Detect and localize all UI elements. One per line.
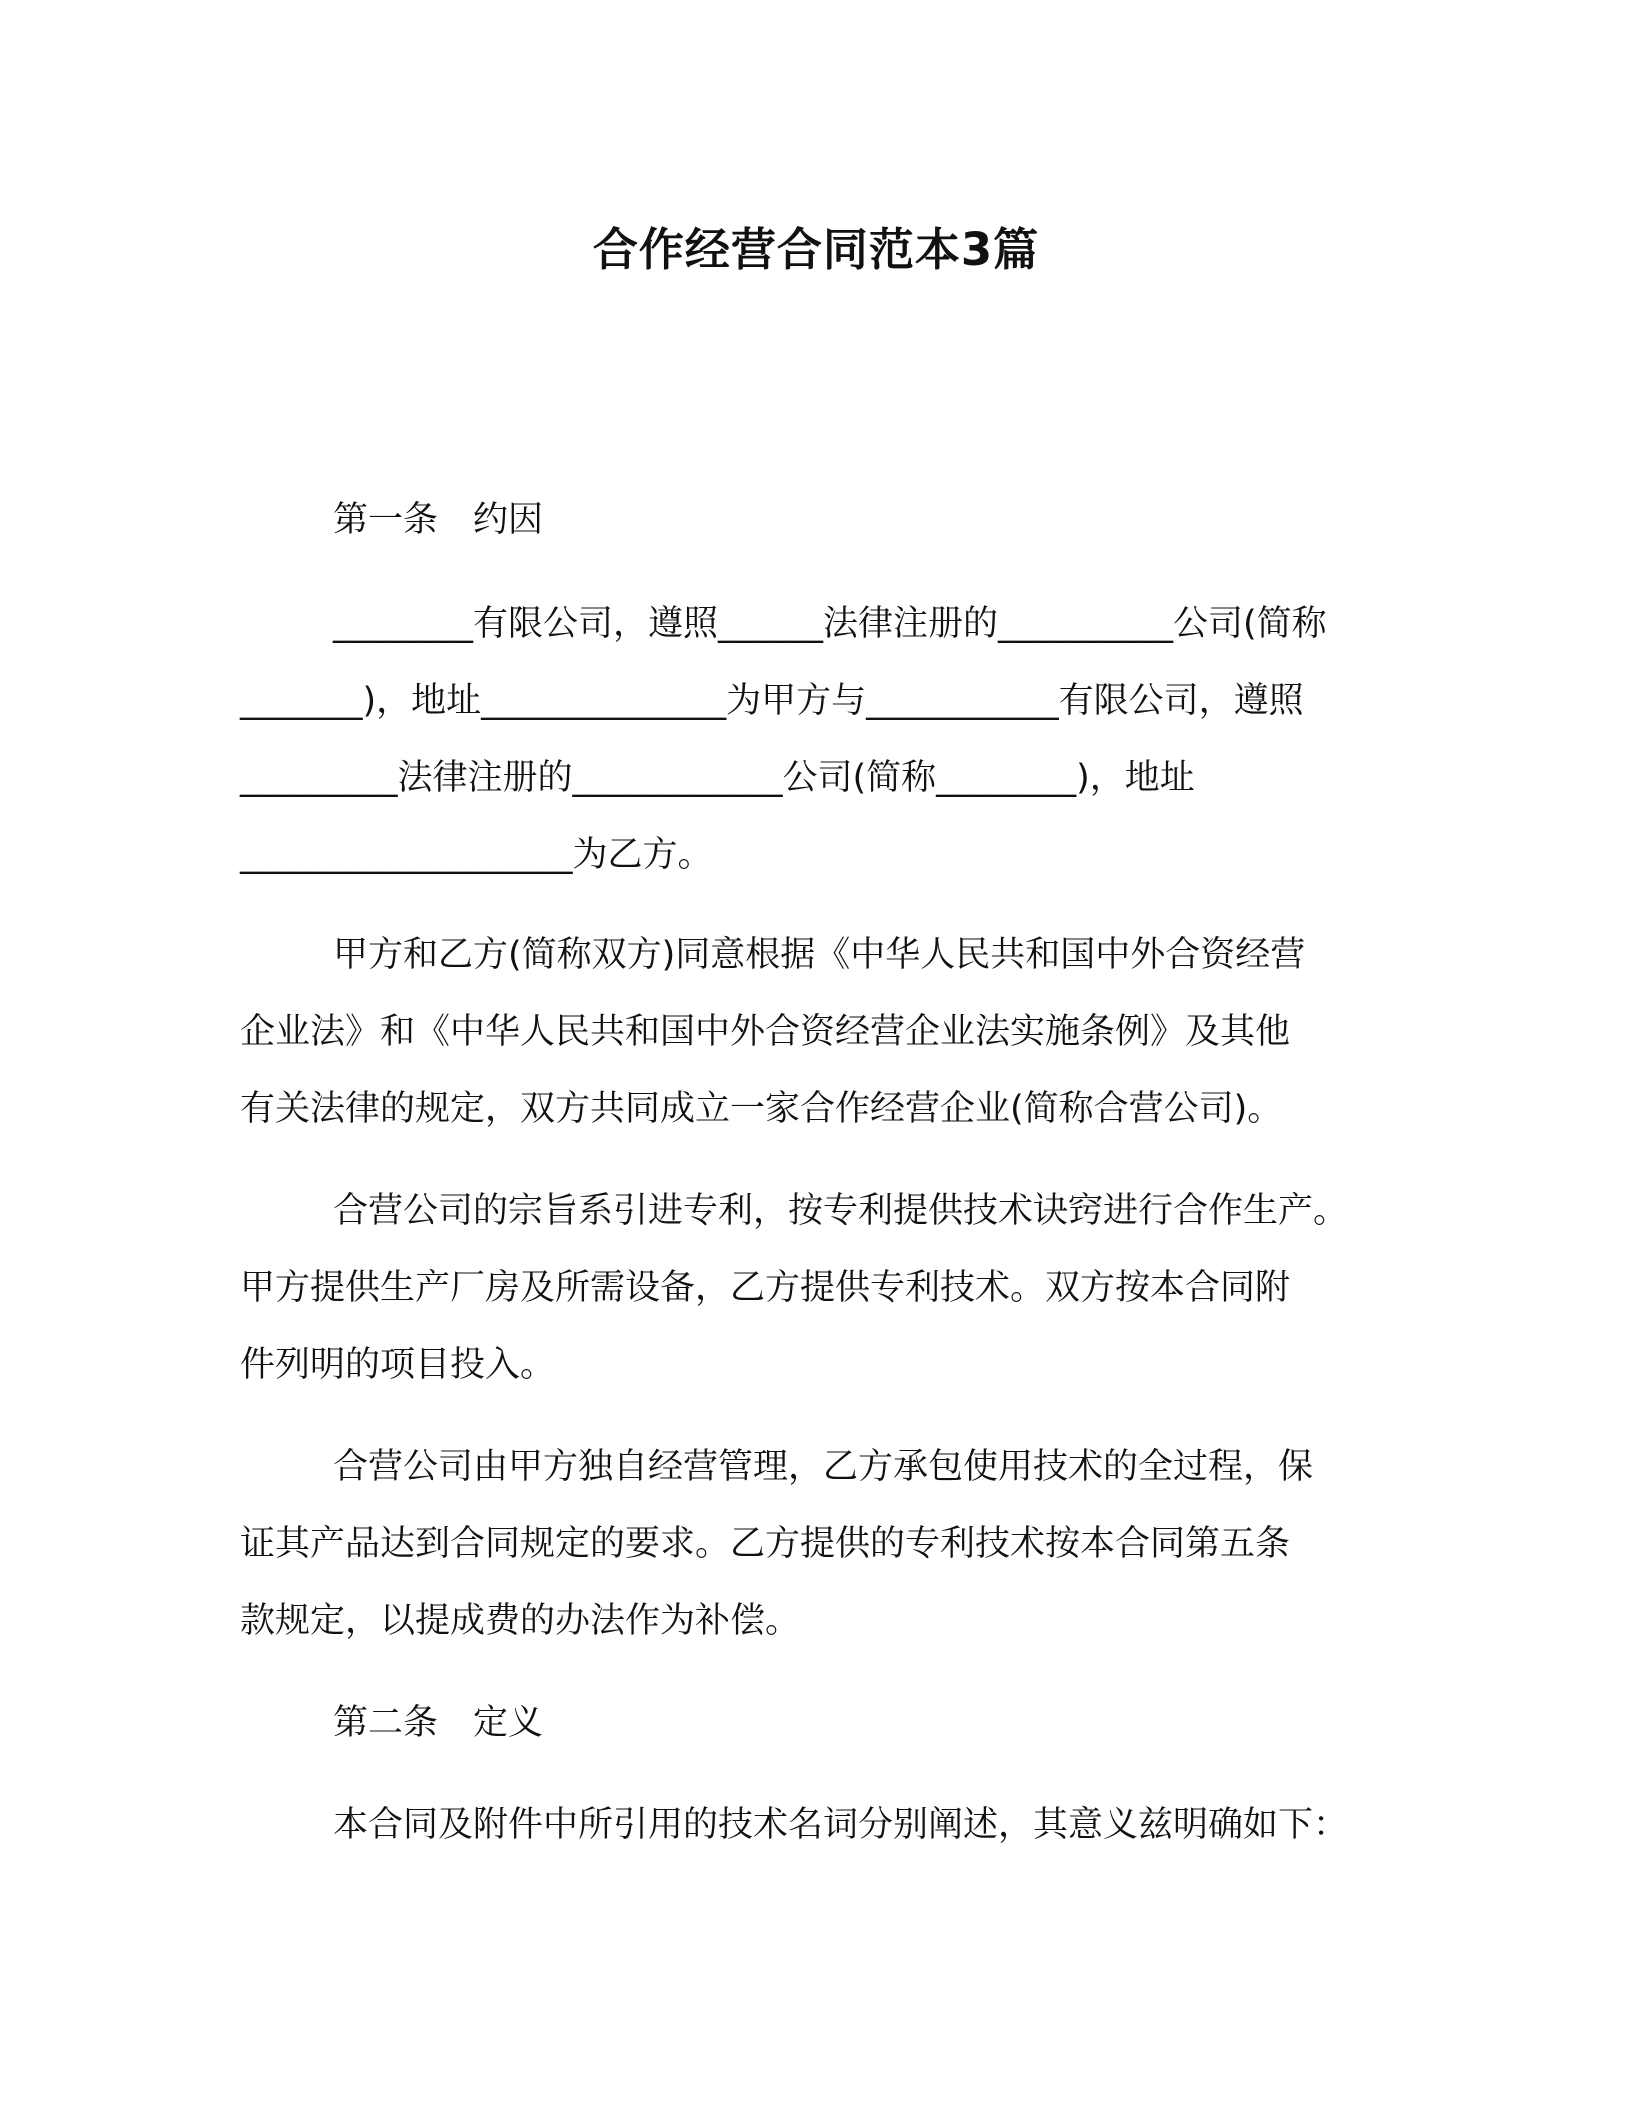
article-1-para-2-line-3: 有关法律的规定，双方共同成立一家合作经营企业(简称合营公司)。 [240, 1089, 1283, 1129]
article-1-para-1-line-4: ___________________为乙方。 [240, 835, 713, 875]
article-1-para-2-line-1: 甲方和乙方(简称双方)同意根据《中华人民共和国中外合资经营 [333, 935, 1306, 975]
article-1-para-4-line-1: 合营公司由甲方独自经营管理，乙方承包使用技术的全过程，保 [333, 1447, 1314, 1487]
article-1-para-4-line-3: 款规定，以提成费的办法作为补偿。 [240, 1601, 801, 1641]
article-2-para-1-line-1: 本合同及附件中所引用的技术名词分别阐述，其意义兹明确如下： [333, 1805, 1349, 1845]
article-1-para-4-line-2: 证其产品达到合同规定的要求。乙方提供的专利技术按本合同第五条 [240, 1524, 1291, 1564]
article-1-para-2-line-2: 企业法》和《中华人民共和国中外合资经营企业法实施条例》及其他 [240, 1012, 1291, 1052]
article-1-para-3-line-3: 件列明的项目投入。 [240, 1345, 556, 1385]
article-1-para-3-line-1: 合营公司的宗旨系引进专利，按专利提供技术诀窍进行合作生产。 [333, 1191, 1349, 1231]
article-1-para-1-line-1: ________有限公司，遵照______法律注册的__________公司(简称 [333, 604, 1327, 644]
article-2-heading: 第二条 定义 [333, 1703, 544, 1743]
article-1-para-1-line-2: _______)，地址______________为甲方与___________有限公司，遵照 [240, 681, 1304, 721]
article-1-para-1-line-3: _________法律注册的____________公司(简称________)，地址 [240, 758, 1195, 798]
article-1-heading: 第一条 约因 [333, 500, 544, 540]
document-title: 合作经营合同范本3篇 [592, 223, 1040, 276]
article-1-para-3-line-2: 甲方提供生产厂房及所需设备，乙方提供专利技术。双方按本合同附 [240, 1268, 1291, 1308]
